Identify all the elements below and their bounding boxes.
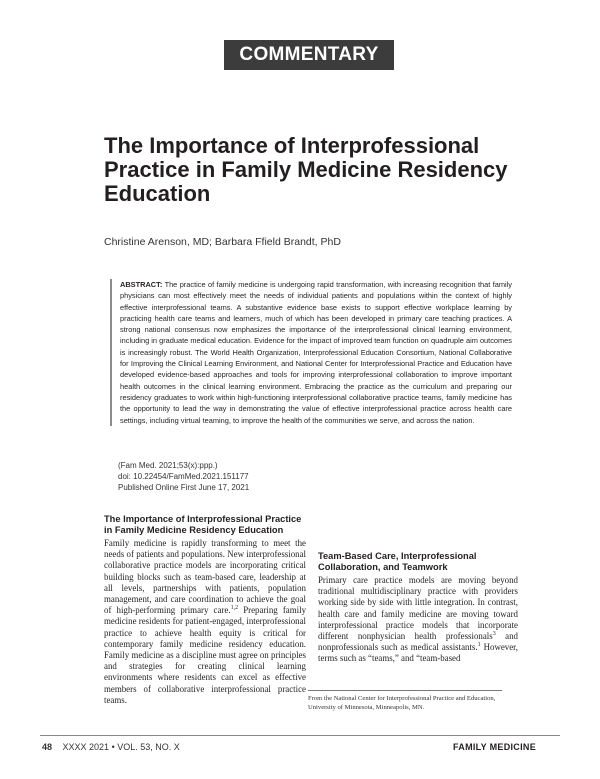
section-heading-team-based-care: Team-Based Care, Interprofessional Collaboration, and Teamwork (318, 551, 477, 572)
article-authors: Christine Arenson, MD; Barbara Ffield Brandt, PhD (104, 236, 341, 248)
footnote-divider (308, 690, 502, 691)
body-column-right (318, 514, 518, 665)
section-heading-importance: The Importance of Interprofessional Practice in Family Medicine Residency Education (104, 514, 302, 535)
abstract-text: The practice of family medicine is undergoing rapid transformation, with increasing recognition that family physicians can most effectively meet the needs of individual patients and populations within the context of highly effective interprofessional teams. A substantive evidence base exists to support effective workplace learning by practicing health care teams and learners, much of which has been developed in primary care teaching practices. A strong national consensus now emphasizes the importance of the interprofessional clinical learning environment, including in graduate medical education. Evidence for the impact of improved team function on quadruple aim outcomes is increasingly robust. The World Health Organization, Interprofessional Education Consortium, National Collaborative for Improving the Clinical Learning Environment, and National Center for Interprofessional Practice and Education have developed evidence-based approaches and tools for improving interprofessional collaboration to improve important health outcomes in the clinical learning environment. Embracing the practice as the curriculum and preparing our residency graduates to work within high-functioning interprofessional collaborative practice teams, family medicine has the opportunity to lead the way in demonstrating the value of effective interprofessional practice across health care settings, including virtual teaming, to improve the health of the communities we serve, and across the nation. (120, 280, 512, 425)
citation-doi[interactable]: doi: 10.22454/FamMed.2021.151177 (118, 472, 249, 481)
paragraph-text-continued: and nonprofessionals such as medical assistants. (318, 631, 518, 653)
paragraph-text-continued: However, terms such as “teams,” and “team-based (318, 642, 518, 664)
page-number: 48 (42, 742, 53, 752)
journal-name: FAMILY MEDICINE (452, 742, 536, 752)
citation-published: Published Online First June 17, 2021 (118, 483, 250, 492)
body-paragraph (104, 538, 306, 706)
citation-ref: (Fam Med. 2021;53(x):ppp.) (118, 461, 218, 470)
issue-info: XXXX 2021 • VOL. 53, NO. X (62, 742, 180, 752)
reference-superscript[interactable]: 1,2 (230, 605, 239, 612)
reference-superscript[interactable]: 1 (477, 642, 481, 649)
paragraph-text: Family medicine is rapidly transforming to meet the needs of patients and populations. New interprofessional collaborative practice models are incorporating critical building blocks such as team-based care, leadership at all levels, partnerships with patients, population management, and care coordination to achieve the goal of high-performing primary care. (104, 538, 306, 616)
abstract-block (110, 279, 512, 426)
abstract-label: ABSTRACT: (120, 280, 163, 289)
body-paragraph (318, 575, 518, 665)
page-folio (42, 742, 302, 752)
paragraph-text-continued: Preparing family medicine residents for patient-engaged, interprofessional practice to achieve health equity is critical for contemporary family medicine residency education. Family medicine as a discipline must agree on principles and strategies for creating clinical learning environments where residents can excel as effective members of collaborative interprofessional practice teams. (104, 605, 307, 705)
affiliation-footnote: From the National Center for Interprofessional Practice and Education, University of Minnesota, Minneapolis, MN. (308, 695, 496, 711)
footer-divider (40, 735, 560, 736)
body-column-left (104, 514, 306, 706)
reference-superscript[interactable]: 3 (492, 631, 496, 638)
article-title: The Importance of Interprofessional Practice in Family Medicine Residency Education (104, 133, 508, 206)
section-banner: COMMENTARY (224, 40, 394, 70)
citation-block (118, 460, 498, 493)
paragraph-text: Primary care practice models are moving beyond traditional multidisciplinary practice with providers working side by side with little integration. In contrast, health care and family medicine are moving toward interprofessional practice models that incorporate different nonphysician health professionals (318, 575, 518, 642)
